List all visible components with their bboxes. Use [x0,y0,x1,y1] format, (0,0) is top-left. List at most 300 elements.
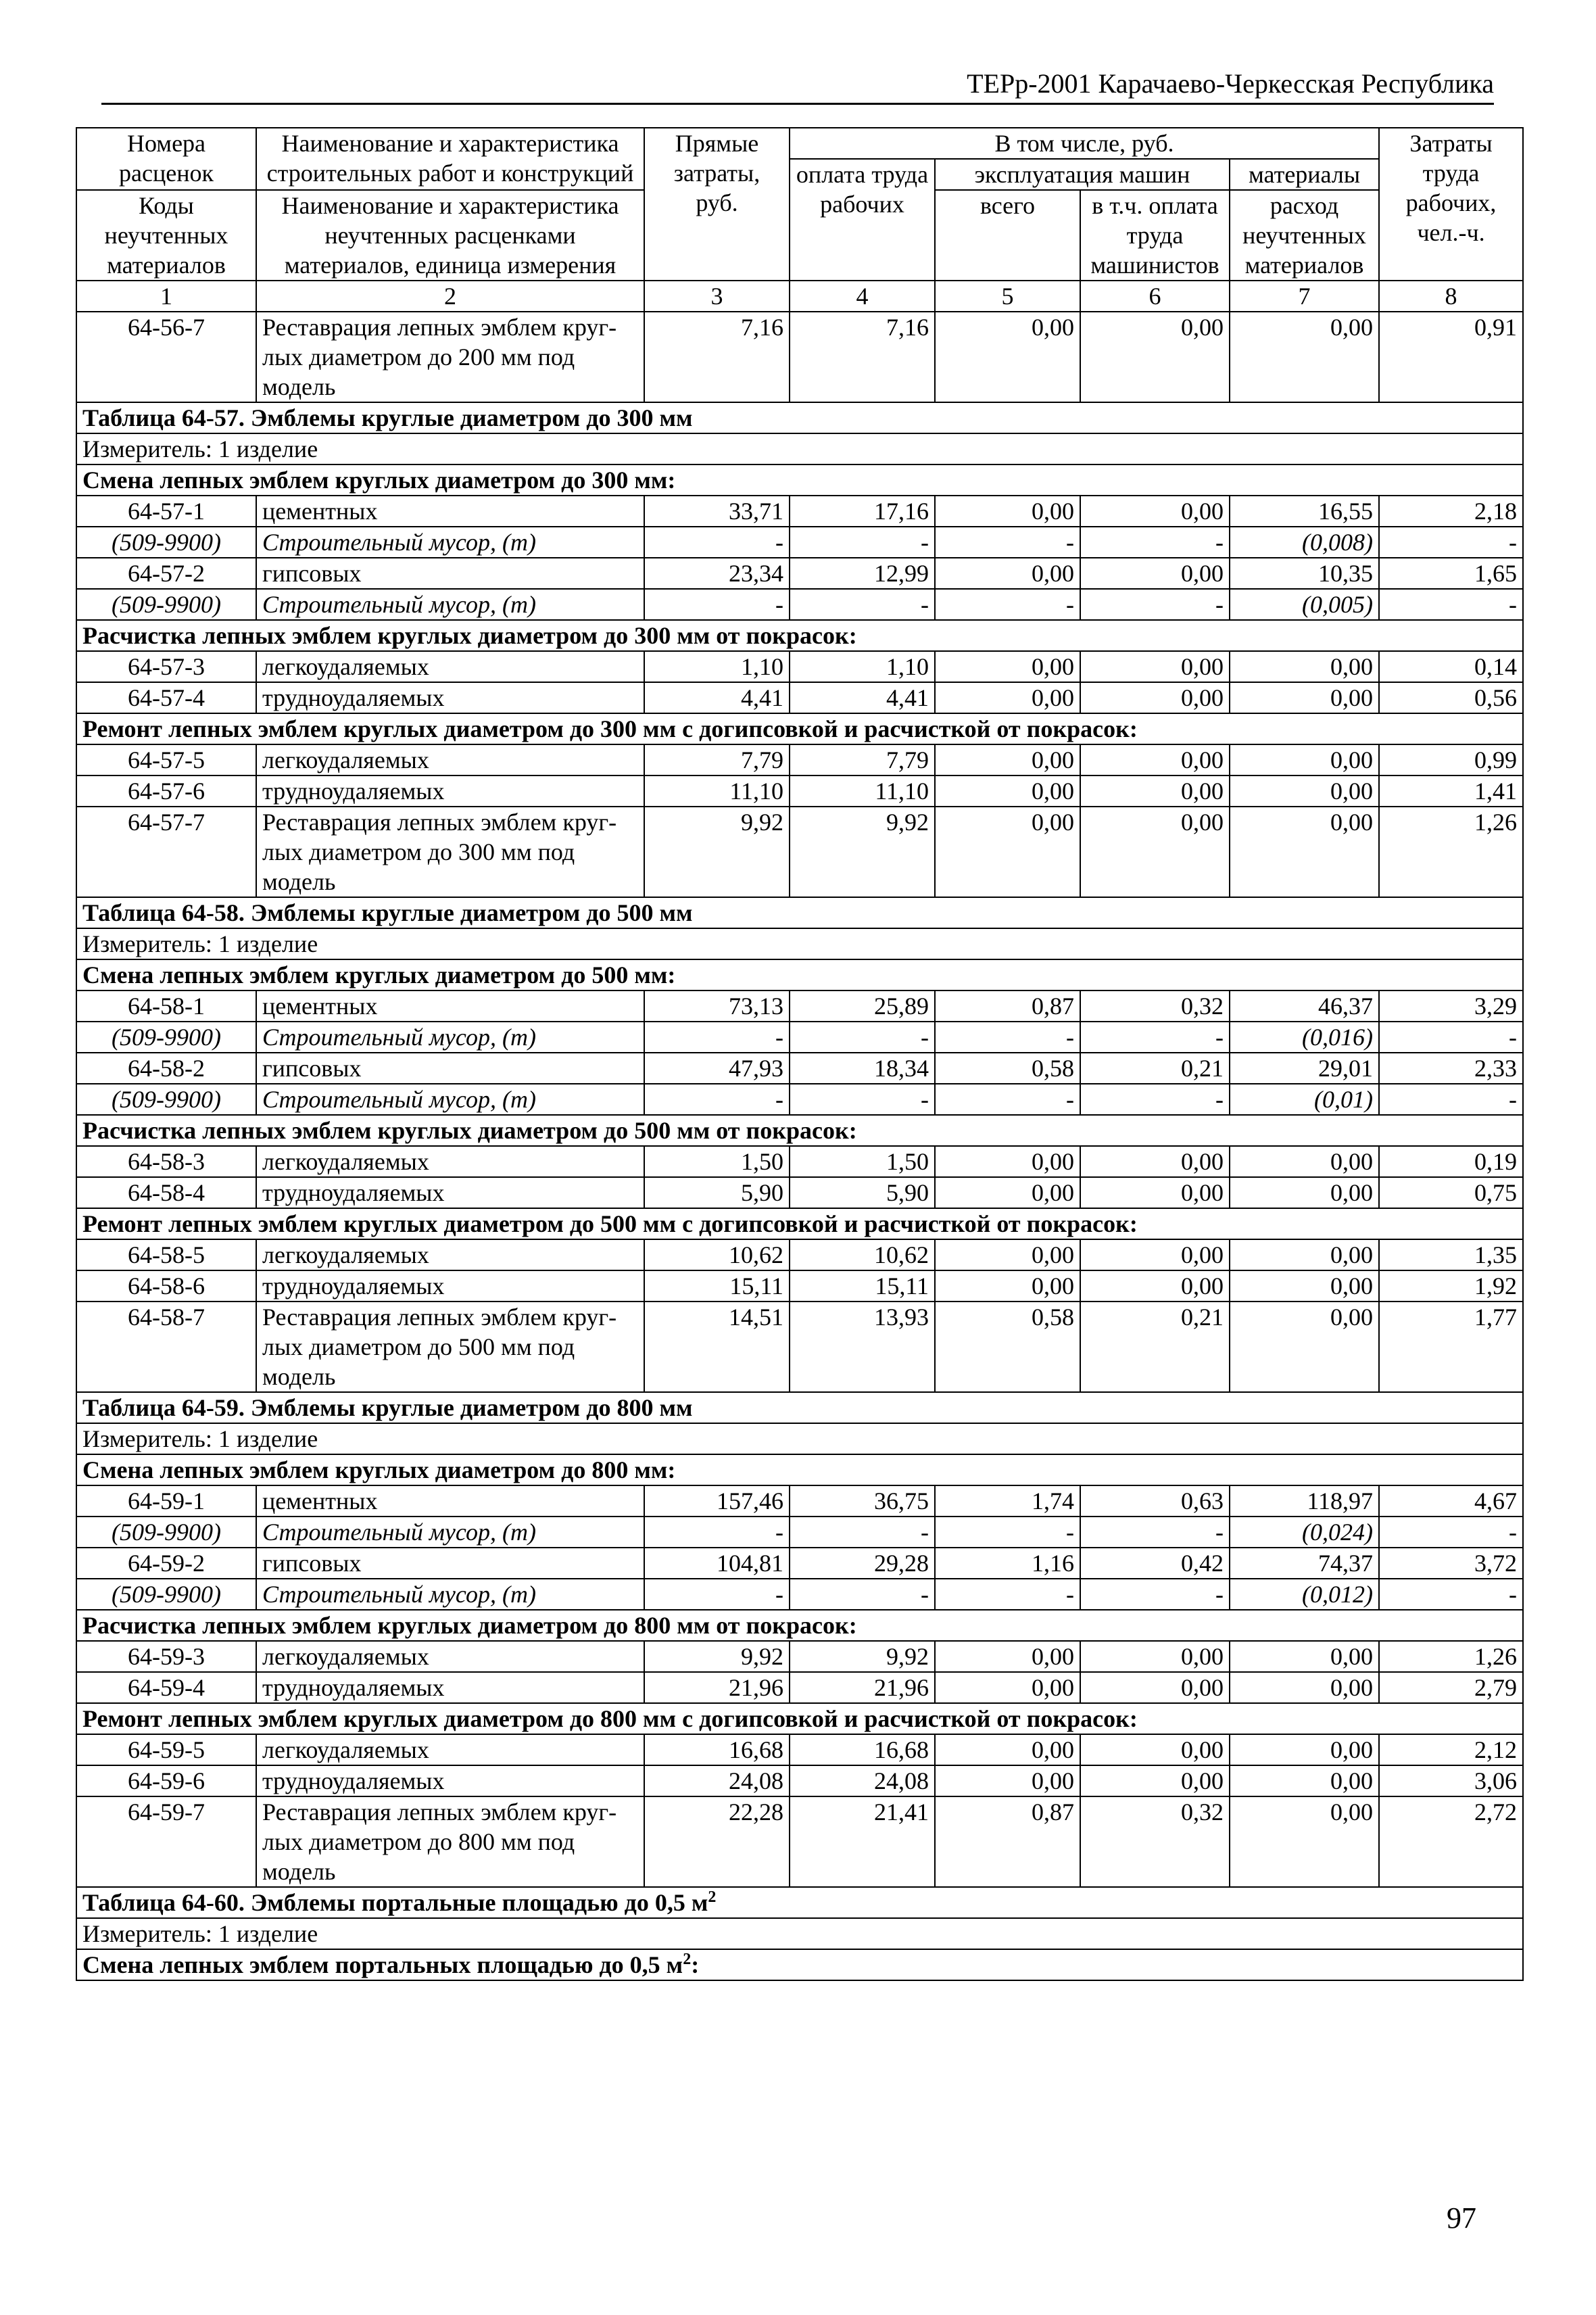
row-total: - [935,589,1080,620]
row-name: Строительный мусор, (т) [256,1084,644,1115]
row-wages: 5,90 [790,1177,935,1208]
header-rule [101,103,1494,105]
row-operators: 0,42 [1080,1548,1230,1579]
row-name: Строительный мусор, (т) [256,1022,644,1053]
material-row [76,1022,1523,1053]
row-total: 0,00 [935,775,1080,807]
row-labor: - [1379,527,1523,558]
section-heading: Ремонт лепных эмблем круглых диаметром до 800 мм с догипсовкой и расчисткой от покрасок: [76,1703,1523,1734]
row-materials: (0,024) [1230,1517,1379,1548]
row-total: 0,87 [935,991,1080,1022]
row-labor: 1,77 [1379,1302,1523,1392]
table-title [76,1887,1523,1918]
row-operators: 0,63 [1080,1485,1230,1517]
row-code: (509-9900) [76,1517,256,1548]
row-direct: 21,96 [644,1672,790,1703]
row-labor: - [1379,1022,1523,1053]
row-materials: 16,55 [1230,496,1379,527]
row-code: (509-9900) [76,1579,256,1610]
table-row [76,496,1523,527]
row-wages: 15,11 [790,1270,935,1302]
table-title: Таблица 64-58. Эмблемы круглые диаметром до 500 мм [76,897,1523,928]
row-wages: 24,08 [790,1765,935,1796]
row-materials: 0,00 [1230,312,1379,402]
row-direct: 7,79 [644,744,790,775]
row-code: 64-59-5 [76,1734,256,1765]
row-wages: 9,92 [790,807,935,897]
row-total: 0,00 [935,1270,1080,1302]
table-row [76,775,1523,807]
section-heading: Ремонт лепных эмблем круглых диаметром до 500 мм с догипсовкой и расчисткой от покрасок: [76,1208,1523,1239]
page-number: 97 [1447,2201,1476,2235]
row-direct: 15,11 [644,1270,790,1302]
col-head-wages: оплата труда рабочих [790,159,935,281]
row-wages: - [790,1022,935,1053]
row-operators: 0,00 [1080,312,1230,402]
row-labor: 2,79 [1379,1672,1523,1703]
col-head-code-top: Номера расценок [76,128,256,190]
row-wages: - [790,589,935,620]
row-total: 0,00 [935,1672,1080,1703]
table-row [76,1734,1523,1765]
row-labor: 0,91 [1379,312,1523,402]
row-wages: 17,16 [790,496,935,527]
col-num: 7 [1230,281,1379,312]
row-wages: 1,10 [790,651,935,682]
table-title: Таблица 64-59. Эмблемы круглые диаметром до 800 мм [76,1392,1523,1423]
row-materials: 0,00 [1230,1765,1379,1796]
row-code: 64-59-1 [76,1485,256,1517]
row-total: 0,00 [935,1239,1080,1270]
price-table-frame [76,127,1522,1981]
row-labor: - [1379,1517,1523,1548]
row-wages: 18,34 [790,1053,935,1084]
row-name: гипсовых [256,1053,644,1084]
row-total: 1,74 [935,1485,1080,1517]
col-num: 4 [790,281,935,312]
row-total: 0,00 [935,1146,1080,1177]
row-total: 0,00 [935,312,1080,402]
row-direct: 73,13 [644,991,790,1022]
row-operators: 0,00 [1080,496,1230,527]
measure-label: Измеритель: 1 изделие [76,1423,1523,1454]
row-code: (509-9900) [76,1084,256,1115]
row-direct: - [644,1022,790,1053]
measure-label: Измеритель: 1 изделие [76,433,1523,464]
row-materials: 0,00 [1230,1239,1379,1270]
col-num: 2 [256,281,644,312]
row-materials: 10,35 [1230,558,1379,589]
row-code: 64-57-7 [76,807,256,897]
row-materials: 46,37 [1230,991,1379,1022]
section-heading-row [76,1454,1523,1485]
row-code: 64-58-5 [76,1239,256,1270]
row-operators: 0,00 [1080,651,1230,682]
row-total: 0,00 [935,744,1080,775]
col-head-materials: материалы [1230,159,1379,190]
row-direct: 23,34 [644,558,790,589]
measure-label-row [76,433,1523,464]
row-operators: - [1080,1084,1230,1115]
row-labor: - [1379,1084,1523,1115]
row-operators: 0,21 [1080,1053,1230,1084]
col-head-including: В том числе, руб. [790,128,1379,159]
section-heading-row [76,1610,1523,1641]
row-labor: 2,18 [1379,496,1523,527]
col-num: 3 [644,281,790,312]
row-materials: 0,00 [1230,1146,1379,1177]
table-row [76,744,1523,775]
document-header: ТЕРр-2001 Карачаево-Черкесская Республика [967,68,1494,99]
row-total: 0,58 [935,1302,1080,1392]
row-materials: 0,00 [1230,1796,1379,1887]
table-row [76,807,1523,897]
row-materials: 0,00 [1230,1270,1379,1302]
row-materials: 0,00 [1230,807,1379,897]
row-name: легкоудаляемых [256,1641,644,1672]
row-materials: (0,012) [1230,1579,1379,1610]
row-total: 0,00 [935,682,1080,713]
row-labor: 1,41 [1379,775,1523,807]
row-total: 0,00 [935,558,1080,589]
table-row [76,1796,1523,1887]
row-direct: 7,16 [644,312,790,402]
material-row [76,1579,1523,1610]
table-row [76,651,1523,682]
row-materials: 0,00 [1230,651,1379,682]
row-code: 64-58-6 [76,1270,256,1302]
section-heading-row [76,1703,1523,1734]
row-materials: (0,016) [1230,1022,1379,1053]
row-wages: 1,50 [790,1146,935,1177]
measure-label: Измеритель: 1 изделие [76,928,1523,959]
row-materials: 0,00 [1230,1177,1379,1208]
row-direct: - [644,589,790,620]
price-table [76,127,1524,1981]
row-name: трудноудаляемых [256,1765,644,1796]
row-operators: - [1080,1517,1230,1548]
row-wages: 29,28 [790,1548,935,1579]
row-code: 64-59-4 [76,1672,256,1703]
row-total: 0,00 [935,1765,1080,1796]
section-heading: Расчистка лепных эмблем круглых диаметром до 800 мм от покрасок: [76,1610,1523,1641]
row-labor: 2,33 [1379,1053,1523,1084]
row-total: - [935,1517,1080,1548]
measure-label-row [76,1423,1523,1454]
row-code: 64-57-3 [76,651,256,682]
row-materials: (0,005) [1230,589,1379,620]
row-name: легкоудаляемых [256,1146,644,1177]
row-direct: 10,62 [644,1239,790,1270]
row-code: 64-57-4 [76,682,256,713]
table-title-text: Таблица 64-60. Эмблемы портальные площадью до 0,5 м [82,1889,708,1916]
row-wages: - [790,1084,935,1115]
col-head-materials-sub: расход неучтенных материалов [1230,190,1379,281]
row-operators: 0,00 [1080,1239,1230,1270]
section-heading-end: : [691,1951,700,1978]
col-head-code-bottom: Коды неучтенных материалов [76,190,256,281]
row-name: трудноудаляемых [256,775,644,807]
row-labor: 1,26 [1379,1641,1523,1672]
row-materials: (0,008) [1230,527,1379,558]
row-wages: 4,41 [790,682,935,713]
row-labor: 0,19 [1379,1146,1523,1177]
row-operators: - [1080,527,1230,558]
row-wages: - [790,1579,935,1610]
table-row [76,1053,1523,1084]
row-wages: - [790,527,935,558]
row-name: цементных [256,1485,644,1517]
col-num: 5 [935,281,1080,312]
row-labor: 3,06 [1379,1765,1523,1796]
row-labor: 3,29 [1379,991,1523,1022]
material-row [76,589,1523,620]
row-total: 0,00 [935,1177,1080,1208]
row-wages: 21,96 [790,1672,935,1703]
row-code: (509-9900) [76,589,256,620]
row-operators: 0,00 [1080,1146,1230,1177]
col-num: 8 [1379,281,1523,312]
row-operators: 0,00 [1080,1672,1230,1703]
row-labor: - [1379,589,1523,620]
row-code: 64-57-1 [76,496,256,527]
row-direct: 1,50 [644,1146,790,1177]
row-total: 0,00 [935,807,1080,897]
row-wages: 16,68 [790,1734,935,1765]
row-operators: 0,00 [1080,558,1230,589]
row-total: - [935,1084,1080,1115]
row-wages: 12,99 [790,558,935,589]
row-total: 0,00 [935,1641,1080,1672]
col-head-operators: в т.ч. оплата труда машинистов [1080,190,1230,281]
row-name: гипсовых [256,558,644,589]
table-title-row [76,1392,1523,1423]
row-code: (509-9900) [76,527,256,558]
row-operators: 0,32 [1080,1796,1230,1887]
section-heading [76,1949,1523,1980]
row-code: 64-58-1 [76,991,256,1022]
row-code: 64-58-7 [76,1302,256,1392]
row-direct: 104,81 [644,1548,790,1579]
row-operators: 0,00 [1080,1765,1230,1796]
row-operators: 0,00 [1080,682,1230,713]
row-direct: 5,90 [644,1177,790,1208]
row-materials: 74,37 [1230,1548,1379,1579]
row-wages: 9,92 [790,1641,935,1672]
row-name: Реставрация лепных эмблем круг-лых диаметром до 500 мм под модель [256,1302,644,1392]
section-heading: Ремонт лепных эмблем круглых диаметром до 300 мм с догипсовкой и расчисткой от покрасок: [76,713,1523,744]
row-name: трудноудаляемых [256,1270,644,1302]
row-code: 64-59-3 [76,1641,256,1672]
row-labor: 4,67 [1379,1485,1523,1517]
row-operators: 0,00 [1080,1270,1230,1302]
row-direct: 9,92 [644,1641,790,1672]
table-title-row [76,402,1523,433]
row-code: 64-56-7 [76,312,256,402]
row-name: Строительный мусор, (т) [256,589,644,620]
table-row [76,558,1523,589]
col-head-total: всего [935,190,1080,281]
row-operators: - [1080,1579,1230,1610]
row-materials: 0,00 [1230,1641,1379,1672]
row-name: Реставрация лепных эмблем круг-лых диаметром до 200 мм под модель [256,312,644,402]
row-wages: - [790,1517,935,1548]
row-operators: 0,00 [1080,744,1230,775]
section-heading: Смена лепных эмблем круглых диаметром до 500 мм: [76,959,1523,991]
column-number-row [76,281,1523,312]
row-name: трудноудаляемых [256,1177,644,1208]
row-operators: 0,00 [1080,1177,1230,1208]
row-total: 1,16 [935,1548,1080,1579]
row-materials: (0,01) [1230,1084,1379,1115]
row-direct: 16,68 [644,1734,790,1765]
row-operators: - [1080,1022,1230,1053]
superscript: 2 [683,1951,692,1968]
section-heading-row [76,1949,1523,1980]
table-row [76,312,1523,402]
section-heading-row [76,959,1523,991]
row-wages: 36,75 [790,1485,935,1517]
row-name: трудноудаляемых [256,1672,644,1703]
row-direct: 9,92 [644,807,790,897]
row-operators: - [1080,589,1230,620]
row-total: - [935,1579,1080,1610]
row-code: 64-57-6 [76,775,256,807]
row-total: 0,87 [935,1796,1080,1887]
superscript: 2 [708,1888,717,1906]
row-total: 0,00 [935,1734,1080,1765]
col-head-direct: Прямые затраты, руб. [644,128,790,281]
row-labor: 2,12 [1379,1734,1523,1765]
table-row [76,991,1523,1022]
section-heading-row [76,1115,1523,1146]
row-name: легкоудаляемых [256,651,644,682]
row-labor: 3,72 [1379,1548,1523,1579]
row-labor: 1,35 [1379,1239,1523,1270]
row-name: цементных [256,991,644,1022]
row-name: Строительный мусор, (т) [256,1579,644,1610]
row-labor: 2,72 [1379,1796,1523,1887]
table-row [76,1672,1523,1703]
row-wages: 7,16 [790,312,935,402]
row-code: 64-59-2 [76,1548,256,1579]
row-code: 64-58-2 [76,1053,256,1084]
col-head-labor: Затраты труда рабочих, чел.-ч. [1379,128,1523,281]
table-row [76,1302,1523,1392]
material-row [76,1517,1523,1548]
row-wages: 10,62 [790,1239,935,1270]
row-materials: 0,00 [1230,682,1379,713]
row-code: 64-59-7 [76,1796,256,1887]
row-labor: 1,92 [1379,1270,1523,1302]
section-heading: Расчистка лепных эмблем круглых диаметром до 500 мм от покрасок: [76,1115,1523,1146]
row-name: трудноудаляемых [256,682,644,713]
row-direct: - [644,1084,790,1115]
row-materials: 0,00 [1230,1734,1379,1765]
measure-label-row [76,928,1523,959]
row-labor: 0,75 [1379,1177,1523,1208]
row-direct: 157,46 [644,1485,790,1517]
section-heading-row [76,464,1523,496]
row-name: Реставрация лепных эмблем круг-лых диаметром до 800 мм под модель [256,1796,644,1887]
row-materials: 0,00 [1230,744,1379,775]
table-row [76,1485,1523,1517]
row-wages: 11,10 [790,775,935,807]
col-num: 1 [76,281,256,312]
row-labor: 1,65 [1379,558,1523,589]
row-wages: 21,41 [790,1796,935,1887]
section-heading: Расчистка лепных эмблем круглых диаметром до 300 мм от покрасок: [76,620,1523,651]
row-code: 64-58-3 [76,1146,256,1177]
col-num: 6 [1080,281,1230,312]
row-total: - [935,527,1080,558]
table-row [76,1641,1523,1672]
row-total: 0,58 [935,1053,1080,1084]
row-materials: 118,97 [1230,1485,1379,1517]
material-row [76,527,1523,558]
row-direct: 1,10 [644,651,790,682]
col-head-name-top: Наименование и характеристика строительных работ и конструкций [256,128,644,190]
row-operators: 0,00 [1080,1734,1230,1765]
row-direct: 22,28 [644,1796,790,1887]
section-heading-row [76,713,1523,744]
section-heading: Смена лепных эмблем круглых диаметром до 800 мм: [76,1454,1523,1485]
row-direct: 47,93 [644,1053,790,1084]
table-row [76,1548,1523,1579]
table-row [76,1270,1523,1302]
row-labor: - [1379,1579,1523,1610]
row-wages: 25,89 [790,991,935,1022]
row-labor: 0,99 [1379,744,1523,775]
row-direct: - [644,527,790,558]
section-heading-row [76,620,1523,651]
row-operators: 0,00 [1080,775,1230,807]
row-direct: 14,51 [644,1302,790,1392]
row-total: 0,00 [935,496,1080,527]
row-materials: 0,00 [1230,1302,1379,1392]
row-code: 64-57-5 [76,744,256,775]
row-code: 64-58-4 [76,1177,256,1208]
row-labor: 1,26 [1379,807,1523,897]
row-name: Строительный мусор, (т) [256,1517,644,1548]
row-materials: 0,00 [1230,1672,1379,1703]
row-materials: 29,01 [1230,1053,1379,1084]
row-code: 64-59-6 [76,1765,256,1796]
col-head-name-bottom: Наименование и характеристика неучтенных расценками материалов, единица измерения [256,190,644,281]
table-row [76,1239,1523,1270]
row-direct: 24,08 [644,1765,790,1796]
table-row [76,1177,1523,1208]
row-name: легкоудаляемых [256,1734,644,1765]
row-materials: 0,00 [1230,775,1379,807]
section-heading-row [76,1208,1523,1239]
row-name: гипсовых [256,1548,644,1579]
table-row [76,682,1523,713]
row-total: - [935,1022,1080,1053]
row-labor: 0,56 [1379,682,1523,713]
header-row [76,128,1523,159]
row-direct: 11,10 [644,775,790,807]
measure-label: Измеритель: 1 изделие [76,1918,1523,1949]
row-code: (509-9900) [76,1022,256,1053]
row-name: Строительный мусор, (т) [256,527,644,558]
row-total: 0,00 [935,651,1080,682]
row-operators: 0,00 [1080,807,1230,897]
section-heading: Смена лепных эмблем круглых диаметром до 300 мм: [76,464,1523,496]
row-code: 64-57-2 [76,558,256,589]
row-name: цементных [256,496,644,527]
row-direct: - [644,1517,790,1548]
